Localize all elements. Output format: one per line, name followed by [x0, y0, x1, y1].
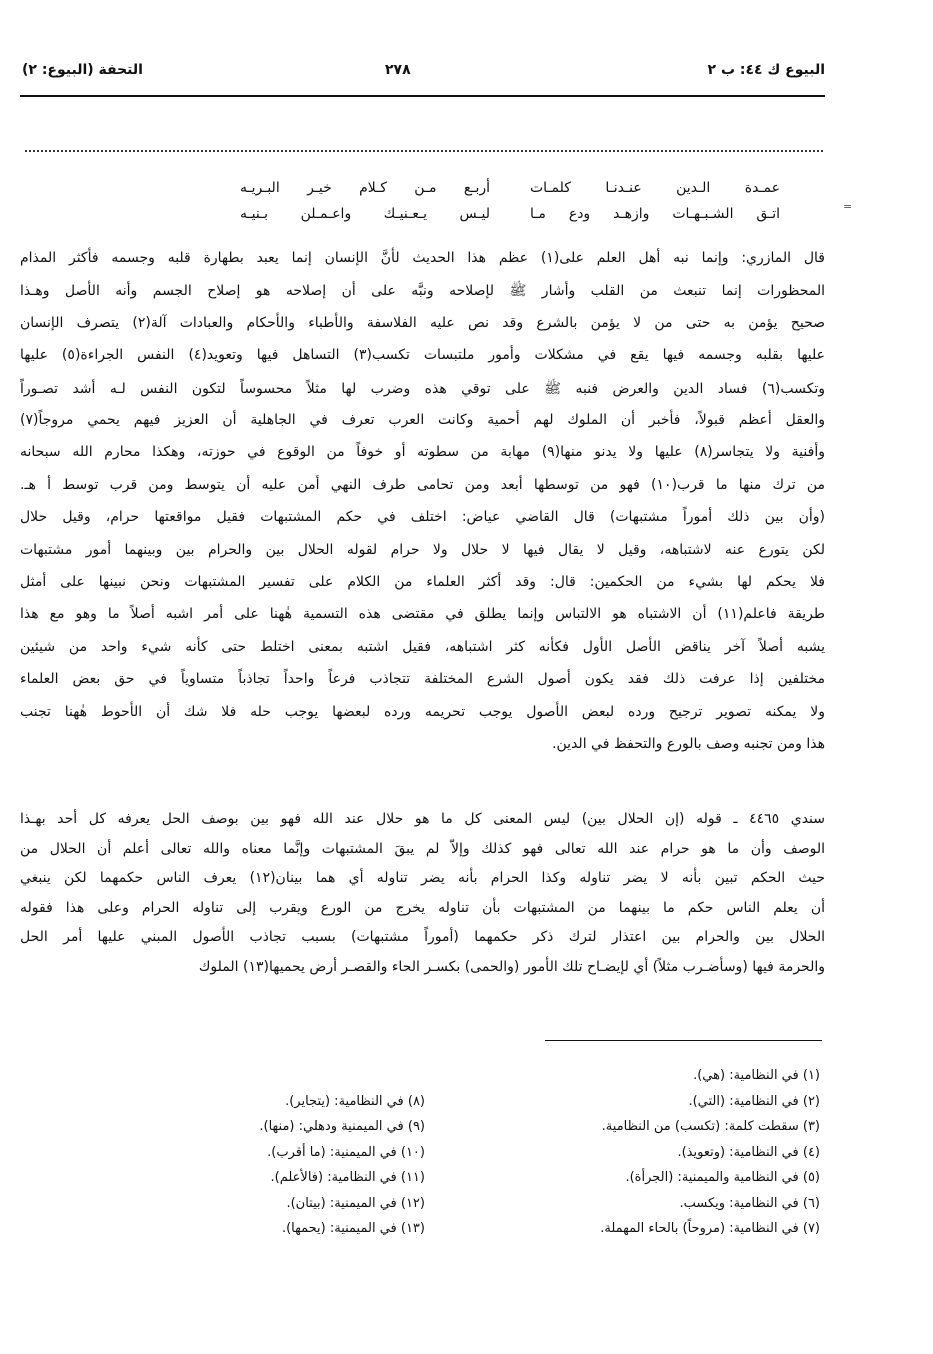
- header-rule: [20, 95, 825, 97]
- text-line: قال المازري: وإنما نبه أهل العلم على(١) عظم هذا الحديث لأنَّ الإنسان إنما يعبد بطهارة قلبه وجسمه فأكثر المذام: [20, 250, 825, 266]
- footnote: (٢) في النظامية: (التي).: [688, 1093, 820, 1109]
- footnote: (٣) سقطت كلمة: (تكسب) من النظامية.: [601, 1119, 820, 1134]
- footnote: (٧) في النظامية: (مروحاً) بالحاء المهملة.: [600, 1221, 820, 1236]
- text-line: من ترك منها ما قرب(١٠) فهو من توسطها أبعد ومن تحامى طرف النهي أمن عليه أن يتوسط ومن قرب توسط أ هـ.: [20, 476, 825, 493]
- running-header-left: التحفة (البيوع: ٢): [22, 62, 143, 78]
- footnote: (١٢) في الميمنية: (بيتان).: [286, 1195, 425, 1211]
- footnote: (٤) في النظامية: (وتعويذ).: [677, 1144, 820, 1160]
- text-line: هذا ومن تجنبه وصف بالورع والتحفظ في الدين.: [552, 736, 825, 752]
- poem-hemistich: أربـع مـن كـلام خيـر البـريـه: [240, 180, 490, 196]
- text-line: وتكسب(٦) فساد الدين والعرض فنبه ﷺ على توقي هذه وضرب لها مثلاً محسوساً لتكون النفس لـه أشد تصـوراً: [20, 380, 825, 397]
- footnote: (٦) في النظامية: ويكسب.: [679, 1195, 820, 1211]
- page-number: ٢٧٨: [385, 62, 411, 78]
- text-line: المحظورات إنما تنبعث من القلب وأشار ﷺ لإصلاحه ونبَّه على أن إصلاحه هو إصلاح الجسم وأنه الأصل وهـذا: [20, 283, 825, 300]
- poem-verse-1: [240, 180, 780, 204]
- text-line: (وأن بين ذلك أموراً مشتبهات) قال القاضي عياض: اختلف في حكم المشتبهات فقيل مواقعتها حرام، وقيل حلال: [20, 509, 825, 526]
- running-header-right: البيوع ك ٤٤: ب ٢: [707, 62, 825, 78]
- text-line: سندي ٤٤٦٥ ـ قوله (إن الحلال بين) ليس المعنى كل ما هو حلال عند الله فهو بين بوصف الحل يعرفه كل أحد بهـذا: [20, 811, 825, 827]
- text-line: فلا يحكم لها بشيء من الحكمين: قال: وقد أكثر العلماء من الكلام على تفسير المشتبهات ونحن نبينها على أمثل: [20, 574, 825, 590]
- poem-hemistich: عمـدة الـدين عنـدنـا كلمـات: [530, 180, 780, 196]
- text-line: وأفنية ولا يتجاسر(٨) عليها ولا يدنو منها(٩) مهابة من سطوته أو خوفاً من الوقوع في حوزته، وهكذا محارم الله سبحانه: [20, 444, 825, 461]
- footnote: (٩) في الميمنية ودهلي: (منها).: [259, 1119, 425, 1134]
- text-line: والعقل أعظم قبولاً، فأخبر أن الملوك لهم أحمية وكانت العرب تعرف في الجاهلية أن العزيز فيهم يحمي مروجاً(٧): [20, 412, 825, 428]
- footnote: (٥) في النظامية والميمنية: (الجرأة).: [625, 1170, 820, 1185]
- text-line: يشبه أصلاً آخر يناقض الأصل الأول فكأنه كثر اشتباهه، فقيل اشتبه بمعنى اختلط حتى كأنه شيء واحد من شيئين: [20, 638, 825, 655]
- text-line: مختلفين إذا عرفت ذلك فقد يكون أصول الشرع المختلفة تتجاذب فرعاً واحداً تجاذباً متساوياً في حق بعض العلماء: [20, 671, 825, 688]
- text-line: عليها بقلبه وجسمه فيها يقع في مشكلات وأمور ملتبسات تكسب(٣) التساهل فيها وتعويد(٤) النفس الجراءة(٥) عليها: [20, 347, 826, 364]
- footnote: (١٠) في الميمنية: (ما أقرب).: [267, 1144, 425, 1160]
- text-line: طريقة فاعلم(١١) أن الاشتباه هو الالتباس وإنما يطلق في مقتضى هذه التسمية هٰهنا على أمر اشبه أصلاً ما وهو مع هذا: [20, 606, 825, 623]
- text-line: ولا يمكنه تصوير ترجيح ورده لبعض الأصول يوجب تحريمه ورده لبعضها يوجب حله فلا شك أن الأحوط هٰهنا تجنب: [20, 703, 825, 720]
- poem: [240, 180, 780, 240]
- footnote: (٨) في النظامية: (يتجاير).: [285, 1093, 425, 1109]
- text-line: والحرمة فيها (وسأضـرب مثلاً) أي لإيضـاح تلك الأمور (والحمى) بكسـر الحاء والقصـر أرض يحميها(١٣) الملوك: [198, 958, 825, 975]
- footnote-rule: [545, 1040, 822, 1041]
- footnote: (١) في النظامية: (هي).: [693, 1068, 820, 1083]
- text-line: صحيح يؤمن به حتى من لا يؤمن بالشرع وقد نص عليه الفلاسفة والأطباء والأحكام والعبادات آلة(٢) يتصرف الإنسان: [20, 314, 825, 331]
- text-line: حيث الحكم تبين بأنه لا يضر تناوله وكذا الحرام بأنه يضر تناوله أي هما بينان(١٢) يعرف الناس حكمهما لكن ينبغي: [20, 870, 825, 886]
- margin-mark: =: [843, 200, 853, 213]
- text-line: لكن يتورع عنه لاشتباهه، وقيل لا يقال فيها لا حلال ولا حرام لقوله الحلال بين والحرام بين وبينهما أمور مشتبهات: [20, 541, 825, 558]
- text-line: الحلال بين والحرام بين اعتذار لترك ذكر حكمهما (أموراً مشتبهات) بسبب تجاذب الأصول المبني عليها أمر الحل: [20, 929, 825, 945]
- footnote: (١٣) في الميمنية: (يحمها).: [281, 1221, 425, 1236]
- poem-hemistich: ليـس يـعـنيـك واعـمـلن بـنيـه: [240, 206, 490, 222]
- text-line: الوصف وأن ما هو حرام عند الله تعالى فهو كذلك وإلاّ لم يبقَ المشتبهات وإنَّما معناه والله تعالى أعلم أن الحلال من: [20, 840, 825, 857]
- text-line: أن يعلم الناس حكم ما بينهما من المشتبهات بأن تناوله يخرج من الورع ويقرب إلى تناوله الحرام وعلى هذا فقوله: [20, 899, 825, 916]
- footnote: (١١) في النظامية: (فالأعلم).: [270, 1170, 425, 1185]
- poem-hemistich: اتـق الشـبـهـات وازهـد ودع مـا: [530, 206, 780, 222]
- poem-verse-2: [240, 206, 780, 230]
- dotted-separator: [25, 150, 823, 152]
